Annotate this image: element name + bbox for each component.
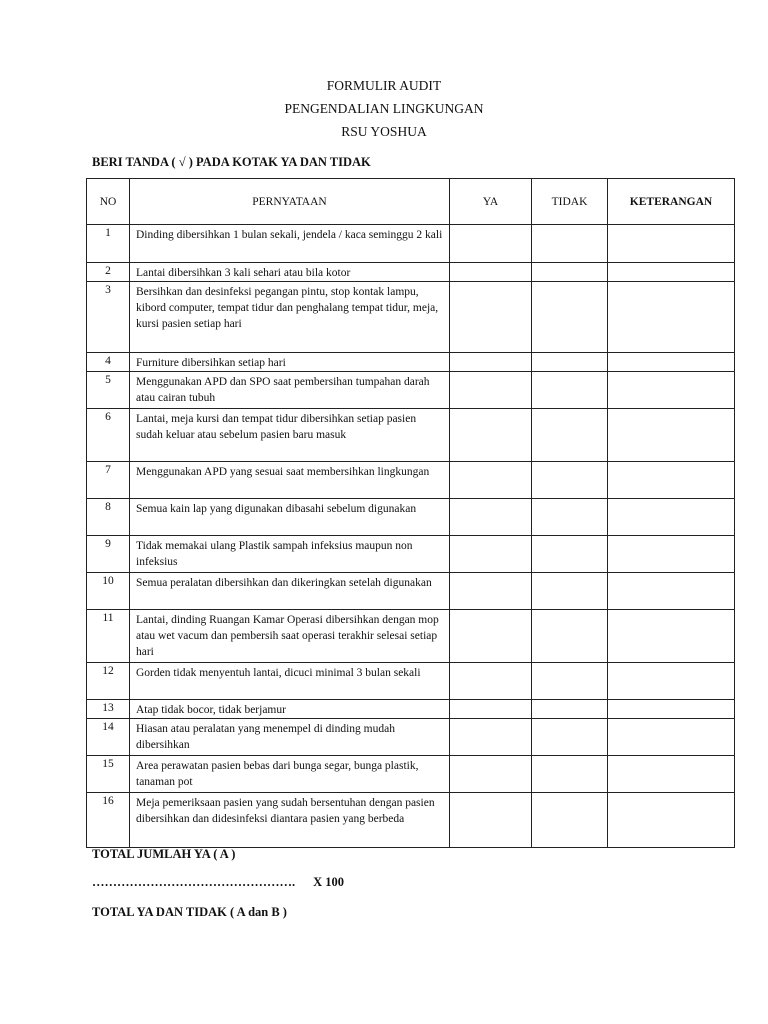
ya-checkbox-cell[interactable] xyxy=(450,282,532,353)
row-statement: Semua kain lap yang digunakan dibasahi sebelum digunakan xyxy=(130,499,450,536)
table-row xyxy=(87,573,735,610)
ya-checkbox-cell[interactable] xyxy=(450,700,532,719)
keterangan-cell[interactable] xyxy=(608,353,735,372)
ya-checkbox-cell[interactable] xyxy=(450,462,532,499)
tidak-checkbox-cell[interactable] xyxy=(532,700,608,719)
tidak-checkbox-cell[interactable] xyxy=(532,610,608,663)
tidak-checkbox-cell[interactable] xyxy=(532,372,608,409)
row-number: 16 xyxy=(87,793,130,848)
ya-checkbox-cell[interactable] xyxy=(450,499,532,536)
row-number: 8 xyxy=(87,499,130,536)
table-row xyxy=(87,663,735,700)
ya-checkbox-cell[interactable] xyxy=(450,353,532,372)
tidak-checkbox-cell[interactable] xyxy=(532,409,608,462)
row-number: 5 xyxy=(87,372,130,409)
tidak-checkbox-cell[interactable] xyxy=(532,663,608,700)
row-number: 2 xyxy=(87,263,130,282)
row-number: 11 xyxy=(87,610,130,663)
ya-checkbox-cell[interactable] xyxy=(450,719,532,756)
ya-checkbox-cell[interactable] xyxy=(450,573,532,610)
row-statement: Meja pemeriksaan pasien yang sudah bersentuhan dengan pasien dibersihkan dan didesinfeksi diantara pasien yang berbeda xyxy=(130,793,450,848)
row-number: 13 xyxy=(87,700,130,719)
column-header-ya: YA xyxy=(450,179,532,225)
instruction-text: BERI TANDA ( √ ) PADA KOTAK YA DAN TIDAK xyxy=(92,155,371,169)
row-number: 4 xyxy=(87,353,130,372)
keterangan-cell[interactable] xyxy=(608,663,735,700)
table-row xyxy=(87,462,735,499)
tidak-checkbox-cell[interactable] xyxy=(532,719,608,756)
ya-checkbox-cell[interactable] xyxy=(450,372,532,409)
table-row xyxy=(87,353,735,372)
keterangan-cell[interactable] xyxy=(608,700,735,719)
ya-checkbox-cell[interactable] xyxy=(450,536,532,573)
audit-table xyxy=(86,178,735,848)
keterangan-cell[interactable] xyxy=(608,536,735,573)
table-row xyxy=(87,499,735,536)
ya-checkbox-cell[interactable] xyxy=(450,409,532,462)
tidak-checkbox-cell[interactable] xyxy=(532,573,608,610)
keterangan-cell[interactable] xyxy=(608,499,735,536)
ya-checkbox-cell[interactable] xyxy=(450,225,532,263)
keterangan-cell[interactable] xyxy=(608,372,735,409)
total-ya-tidak-label: TOTAL YA DAN TIDAK ( A dan B ) xyxy=(92,905,287,919)
column-header-pernyataan: PERNYATAAN xyxy=(130,179,450,225)
keterangan-cell[interactable] xyxy=(608,610,735,663)
formula-dots: …………………………………………. xyxy=(92,875,296,889)
table-row xyxy=(87,610,735,663)
row-statement: Lantai, meja kursi dan tempat tidur dibersihkan setiap pasien sudah keluar atau sebelum pasien baru masuk xyxy=(130,409,450,462)
hospital-name: RSU YOSHUA xyxy=(341,124,427,139)
tidak-checkbox-cell[interactable] xyxy=(532,536,608,573)
row-statement: Lantai, dinding Ruangan Kamar Operasi dibersihkan dengan mop atau wet vacum dan pembersih saat operasi terakhir selesai setiap hari xyxy=(130,610,450,663)
table-row xyxy=(87,756,735,793)
tidak-checkbox-cell[interactable] xyxy=(532,225,608,263)
row-statement: Menggunakan APD yang sesuai saat membersihkan lingkungan xyxy=(130,462,450,499)
table-row xyxy=(87,372,735,409)
tidak-checkbox-cell[interactable] xyxy=(532,282,608,353)
tidak-checkbox-cell[interactable] xyxy=(532,462,608,499)
table-row xyxy=(87,225,735,263)
row-statement: Dinding dibersihkan 1 bulan sekali, jendela / kaca seminggu 2 kali xyxy=(130,225,450,263)
keterangan-cell[interactable] xyxy=(608,573,735,610)
row-number: 10 xyxy=(87,573,130,610)
formula-line xyxy=(92,875,344,890)
table-header-row xyxy=(87,179,735,225)
ya-checkbox-cell[interactable] xyxy=(450,756,532,793)
form-title: FORMULIR AUDIT xyxy=(326,78,442,93)
tidak-checkbox-cell[interactable] xyxy=(532,263,608,282)
ya-checkbox-cell[interactable] xyxy=(450,793,532,848)
row-statement: Menggunakan APD dan SPO saat pembersihan tumpahan darah atau cairan tubuh xyxy=(130,372,450,409)
ya-checkbox-cell[interactable] xyxy=(450,663,532,700)
row-number: 7 xyxy=(87,462,130,499)
row-statement: Gorden tidak menyentuh lantai, dicuci minimal 3 bulan sekali xyxy=(130,663,450,700)
row-number: 15 xyxy=(87,756,130,793)
row-statement: Lantai dibersihkan 3 kali sehari atau bila kotor xyxy=(130,263,450,282)
form-subtitle: PENGENDALIAN LINGKUNGAN xyxy=(284,101,484,116)
row-statement: Semua peralatan dibersihkan dan dikeringkan setelah digunakan xyxy=(130,573,450,610)
table-row xyxy=(87,700,735,719)
row-statement: Atap tidak bocor, tidak berjamur xyxy=(130,700,450,719)
total-ya-label: TOTAL JUMLAH YA ( A ) xyxy=(92,847,236,861)
column-header-keterangan: KETERANGAN xyxy=(608,179,735,225)
row-number: 12 xyxy=(87,663,130,700)
keterangan-cell[interactable] xyxy=(608,263,735,282)
column-header-tidak: TIDAK xyxy=(532,179,608,225)
tidak-checkbox-cell[interactable] xyxy=(532,793,608,848)
row-statement: Area perawatan pasien bebas dari bunga segar, bunga plastik, tanaman pot xyxy=(130,756,450,793)
row-statement: Furniture dibersihkan setiap hari xyxy=(130,353,450,372)
keterangan-cell[interactable] xyxy=(608,225,735,263)
table-row xyxy=(87,719,735,756)
row-number: 9 xyxy=(87,536,130,573)
table-row xyxy=(87,282,735,353)
row-number: 6 xyxy=(87,409,130,462)
form-title-block xyxy=(0,74,768,143)
tidak-checkbox-cell[interactable] xyxy=(532,353,608,372)
formula-multiplier: X 100 xyxy=(313,875,345,889)
row-number: 3 xyxy=(87,282,130,353)
row-statement: Bersihkan dan desinfeksi pegangan pintu, stop kontak lampu, kibord computer, tempat tidur dan penghalang tempat tidur, meja, kursi pasien setiap hari xyxy=(130,282,450,353)
keterangan-cell[interactable] xyxy=(608,282,735,353)
table-row xyxy=(87,536,735,573)
keterangan-cell[interactable] xyxy=(608,793,735,848)
row-statement: Hiasan atau peralatan yang menempel di dinding mudah dibersihkan xyxy=(130,719,450,756)
tidak-checkbox-cell[interactable] xyxy=(532,499,608,536)
table-row xyxy=(87,263,735,282)
keterangan-cell[interactable] xyxy=(608,756,735,793)
column-header-no: NO xyxy=(87,179,130,225)
tidak-checkbox-cell[interactable] xyxy=(532,756,608,793)
keterangan-cell[interactable] xyxy=(608,719,735,756)
ya-checkbox-cell[interactable] xyxy=(450,263,532,282)
row-number: 1 xyxy=(87,225,130,263)
row-statement: Tidak memakai ulang Plastik sampah infeksius maupun non infeksius xyxy=(130,536,450,573)
keterangan-cell[interactable] xyxy=(608,462,735,499)
ya-checkbox-cell[interactable] xyxy=(450,610,532,663)
table-row xyxy=(87,409,735,462)
table-row xyxy=(87,793,735,848)
row-number: 14 xyxy=(87,719,130,756)
keterangan-cell[interactable] xyxy=(608,409,735,462)
